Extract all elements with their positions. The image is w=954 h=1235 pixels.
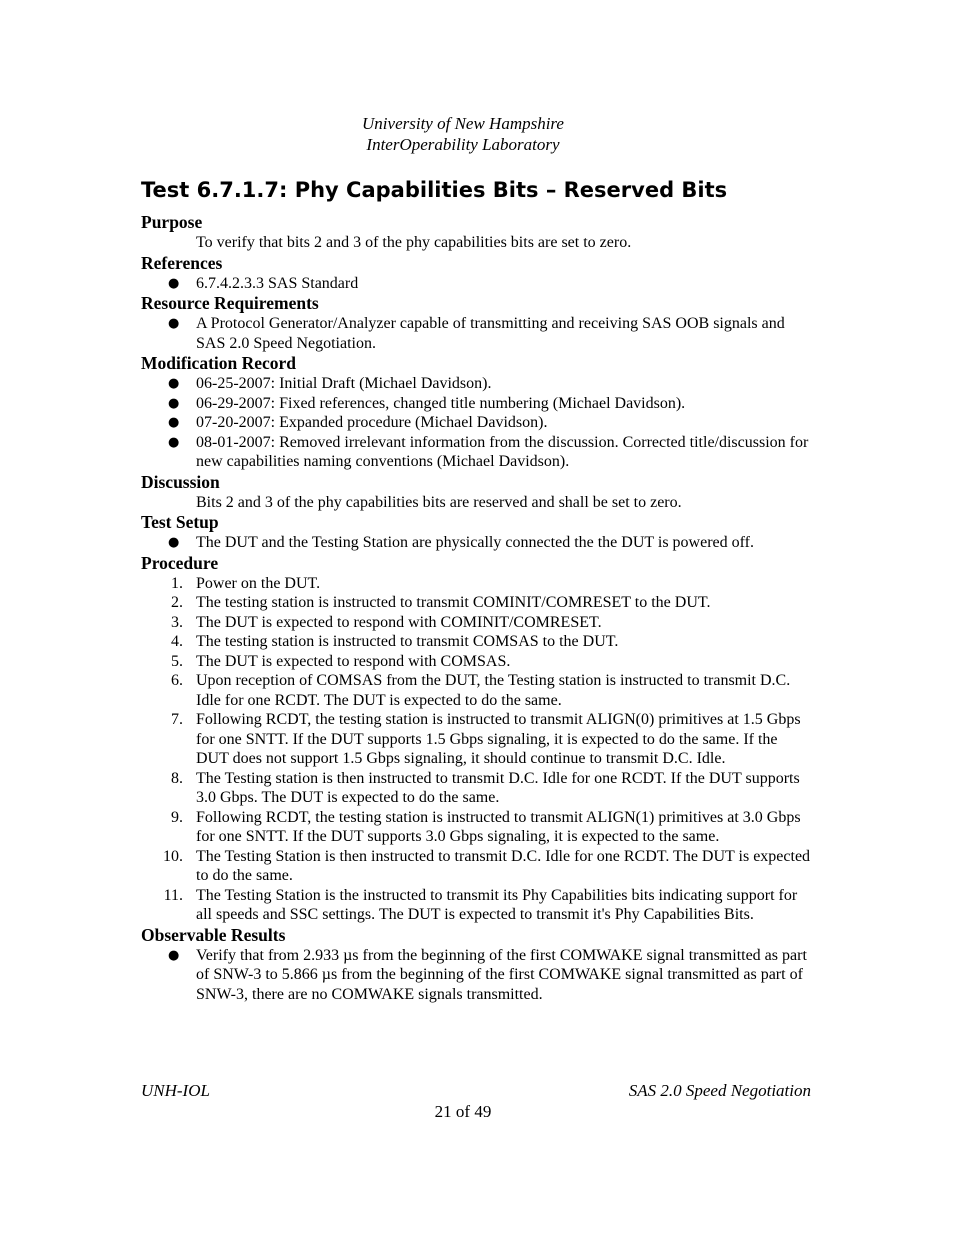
- discussion-section: [141, 472, 811, 513]
- step-number: 4.: [171, 633, 183, 650]
- step-number: 6.: [171, 672, 183, 689]
- page-header: [0, 113, 926, 155]
- procedure-step: [141, 710, 811, 769]
- setup-section: [141, 512, 811, 553]
- list-item: ● 06-29-2007: Fixed references, changed title numbering (Michael Davidson).: [141, 394, 811, 414]
- procedure-step: [141, 769, 811, 808]
- step-number: 5.: [171, 652, 183, 670]
- footer-org: UNH-IOL: [141, 1081, 210, 1100]
- document-body: [141, 212, 811, 1004]
- step-text: The Testing Station is then instructed to transmit D.C. Idle for one RCDT. The DUT is expected to do the same.: [196, 847, 811, 884]
- step-number: 9.: [171, 808, 183, 826]
- list-item: ● 07-20-2007: Expanded procedure (Michael Davidson).: [141, 413, 811, 433]
- step-number: 8.: [171, 769, 183, 787]
- test-title: Test 6.7.1.7: Phy Capabilities Bits – Reserved Bits: [141, 178, 728, 202]
- page-number: 21 of 49: [434, 1102, 492, 1121]
- purpose-text: To verify that bits 2 and 3 of the phy capabilities bits are set to zero.: [196, 234, 632, 251]
- procedure-step: [141, 808, 811, 847]
- setup-list: [141, 533, 811, 553]
- resources-list: [141, 314, 811, 353]
- procedure-step: [141, 652, 811, 672]
- procedure-section: [141, 553, 811, 925]
- discussion-text: Bits 2 and 3 of the phy capabilities bits are reserved and shall be set to zero.: [196, 493, 682, 511]
- discussion-heading: Discussion: [141, 471, 220, 492]
- step-text: The Testing Station is the instructed to transmit its Phy Capabilities bits indicating support for all speeds and SSC settings. The DUT is expected to transmit it's Phy Capabilities Bits.: [196, 886, 798, 923]
- procedure-step: [141, 847, 811, 886]
- modification-list: [141, 374, 811, 472]
- step-text: Following RCDT, the testing station is instructed to transmit ALIGN(1) primitives at 3.0 Gbps for one SNTT. If the DUT supports 3.0 Gbps signaling, it is expected to the same.: [196, 808, 801, 845]
- list-item: ● 06-25-2007: Initial Draft (Michael Davidson).: [141, 374, 811, 394]
- header-lab: InterOperability Laboratory: [366, 135, 560, 154]
- procedure-step: [141, 613, 811, 633]
- modification-heading: Modification Record: [141, 353, 297, 373]
- procedure-list: [141, 574, 811, 925]
- procedure-step: [141, 886, 811, 925]
- step-text: The DUT is expected to respond with COMSAS.: [196, 652, 511, 670]
- references-section: [141, 253, 811, 294]
- results-heading: Observable Results: [141, 924, 286, 945]
- step-text: Following RCDT, the testing station is instructed to transmit ALIGN(0) primitives at 1.5 Gbps for one SNTT. If the DUT supports 1.5 Gbps signaling, it is expected to do the same. If the DUT does not support 1.5 Gbps signaling, it should continue to transmit D.C. Idle.: [196, 711, 801, 767]
- step-number: 10.: [163, 847, 183, 865]
- step-text: The testing station is instructed to transmit COMSAS to the DUT.: [196, 633, 619, 650]
- procedure-step: [141, 593, 811, 613]
- list-item: ● A Protocol Generator/Analyzer capable of transmitting and receiving SAS OOB signals and SAS 2.0 Speed Negotiation.: [141, 314, 811, 353]
- references-heading: References: [141, 252, 223, 273]
- step-text: The testing station is instructed to transmit COMINIT/COMRESET to the DUT.: [196, 594, 711, 611]
- references-list: [141, 274, 811, 294]
- list-item: ● Verify that from 2.933 µs from the beginning of the first COMWAKE signal transmitted as part of SNW-3 to 5.866 µs from the beginning of the first COMWAKE signal transmitted as part of SNW-3, there are no COMWAKE signals transmitted.: [141, 946, 811, 1005]
- list-item: ● The DUT and the Testing Station are physically connected the the DUT is powered off.: [141, 533, 811, 553]
- setup-heading: Test Setup: [141, 512, 219, 532]
- resources-section: [141, 293, 811, 353]
- purpose-section: [141, 212, 811, 253]
- purpose-heading: Purpose: [141, 212, 203, 232]
- list-item: ● 6.7.4.2.3.3 SAS Standard: [141, 274, 811, 294]
- resources-heading: Resource Requirements: [141, 293, 319, 313]
- results-section: [141, 925, 811, 1005]
- header-institution: University of New Hampshire: [362, 114, 564, 133]
- modification-section: [141, 353, 811, 472]
- step-text: The DUT is expected to respond with COMINIT/COMRESET.: [196, 613, 602, 631]
- step-number: 2.: [171, 594, 183, 611]
- footer-doc-title: SAS 2.0 Speed Negotiation: [628, 1081, 811, 1100]
- step-text: Upon reception of COMSAS from the DUT, the Testing station is instructed to transmit D.C. Idle for one RCDT. The DUT is expected to do the same.: [196, 672, 791, 709]
- step-number: 1.: [171, 574, 183, 592]
- step-number: 3.: [171, 613, 183, 631]
- step-number: 7.: [171, 711, 183, 728]
- step-text: The Testing station is then instructed to transmit D.C. Idle for one RCDT. If the DUT supports 3.0 Gbps. The DUT is expected to do the same.: [196, 769, 800, 806]
- step-number: 11.: [163, 886, 183, 904]
- procedure-step: [141, 671, 811, 710]
- procedure-step: [141, 574, 811, 594]
- list-item: ● 08-01-2007: Removed irrelevant information from the discussion. Corrected title/discussion for new capabilities naming conventions (Michael Davidson).: [141, 433, 811, 472]
- procedure-heading: Procedure: [141, 552, 219, 573]
- step-text: Power on the DUT.: [196, 574, 321, 592]
- procedure-step: [141, 632, 811, 652]
- results-list: [141, 946, 811, 1005]
